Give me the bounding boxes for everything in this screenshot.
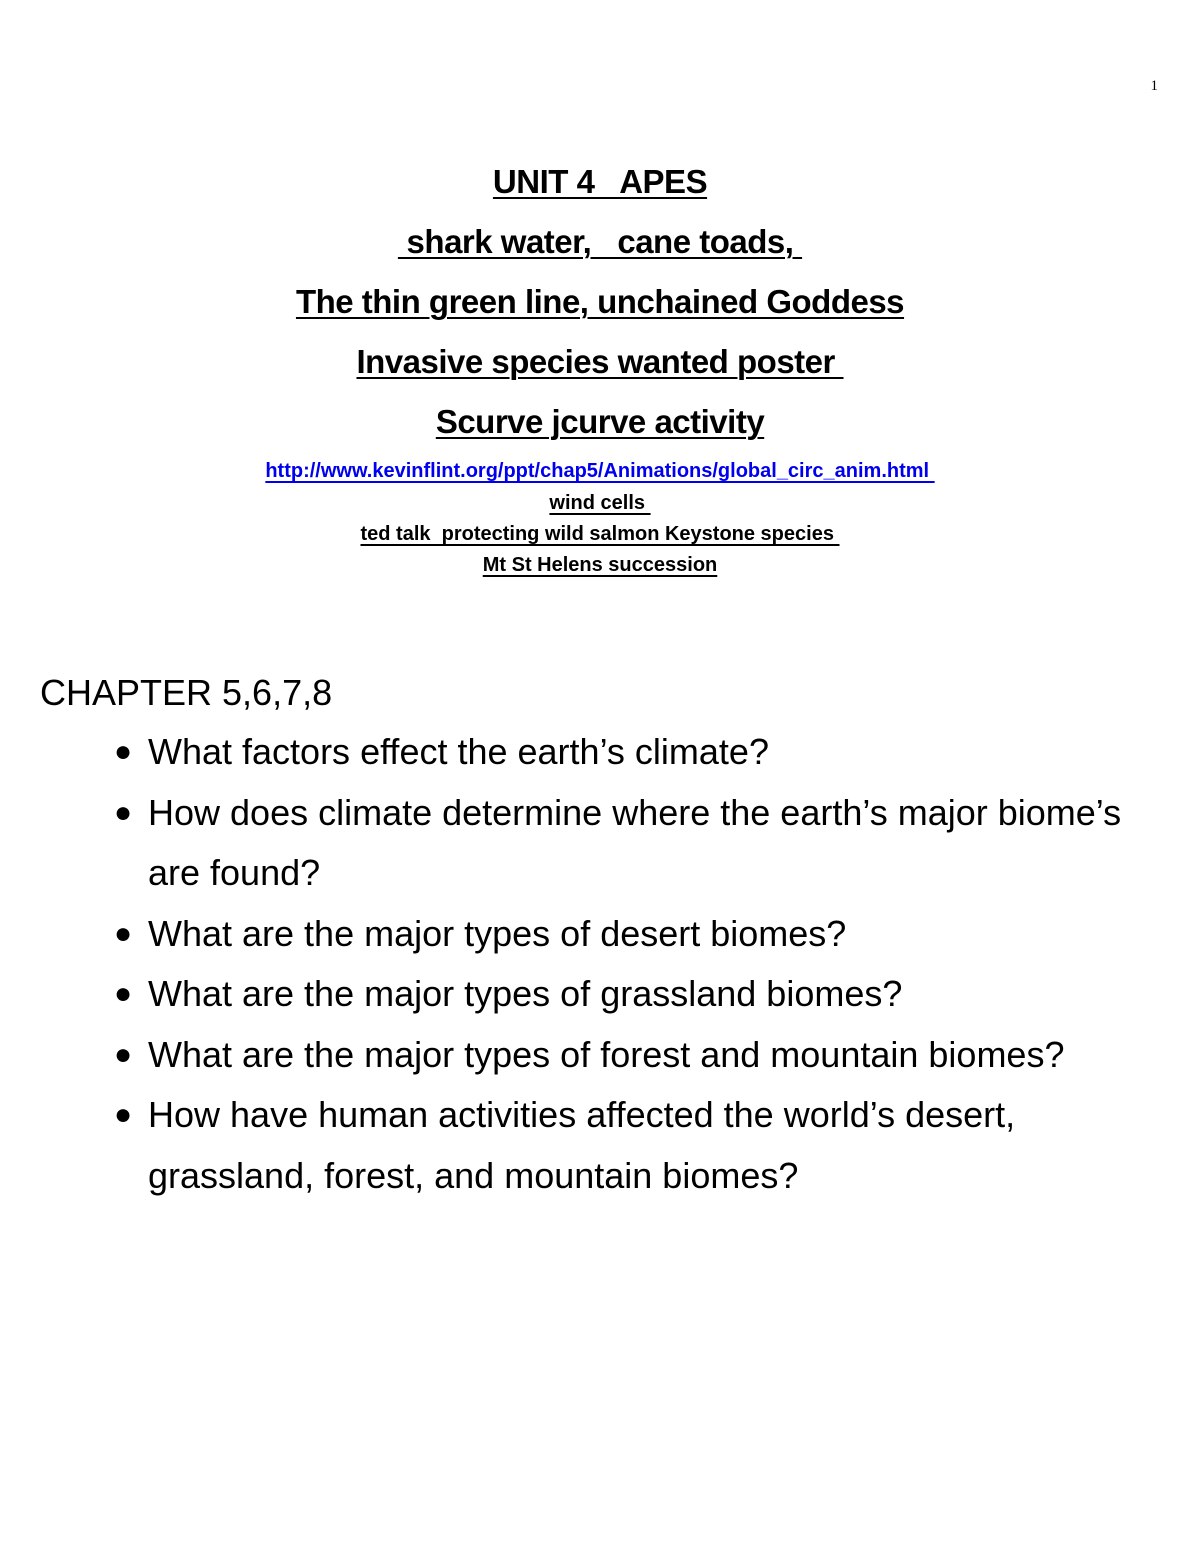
unit-header: [0, 152, 1200, 585]
list-item: [110, 783, 1170, 904]
question-text: How does climate determine where the earth’s major biome’s are found?: [148, 791, 1122, 893]
topic-line-documentaries: The thin green line, unchained Goddess: [295, 283, 905, 320]
list-item: [110, 964, 1170, 1025]
question-text: How have human activities affected the world’s desert, grassland, forest, and mountain biomes?: [148, 1094, 1016, 1196]
topic-line-poster: Invasive species wanted poster: [356, 343, 844, 380]
question-text: What are the major types of desert biomes?: [148, 912, 847, 954]
bullet-icon: ●: [114, 1037, 133, 1071]
question-text: What are the major types of grassland biomes?: [148, 973, 903, 1014]
topic-line-wind-cells: wind cells: [549, 492, 651, 514]
topic-line-ted-talk: ted talk protecting wild salmon Keystone species: [360, 523, 840, 545]
bullet-icon: ●: [114, 916, 133, 950]
bullet-icon: ●: [114, 977, 133, 1010]
topic-line-films: shark water, cane toads,: [397, 223, 803, 260]
list-item: [110, 722, 1170, 783]
chapter-heading: CHAPTER 5,6,7,8: [40, 672, 333, 713]
bullet-icon: ●: [114, 795, 133, 829]
question-text: What are the major types of forest and mountain biomes?: [148, 1033, 1065, 1075]
list-item: [110, 1025, 1170, 1086]
bullet-icon: ●: [114, 735, 133, 768]
page-number: 1: [1150, 78, 1158, 94]
unit-title: UNIT 4 APES: [492, 163, 708, 200]
question-text: What factors effect the earth’s climate?: [148, 731, 769, 772]
list-item: [110, 1085, 1170, 1206]
question-list: [110, 722, 1170, 1206]
topic-line-activity: Scurve jcurve activity: [435, 403, 765, 440]
bullet-icon: ●: [114, 1098, 133, 1131]
list-item: [110, 904, 1170, 965]
topic-line-succession: Mt St Helens succession: [482, 554, 718, 576]
animation-link[interactable]: http://www.kevinflint.org/ppt/chap5/Animations/global_circ_anim.html: [265, 460, 935, 482]
